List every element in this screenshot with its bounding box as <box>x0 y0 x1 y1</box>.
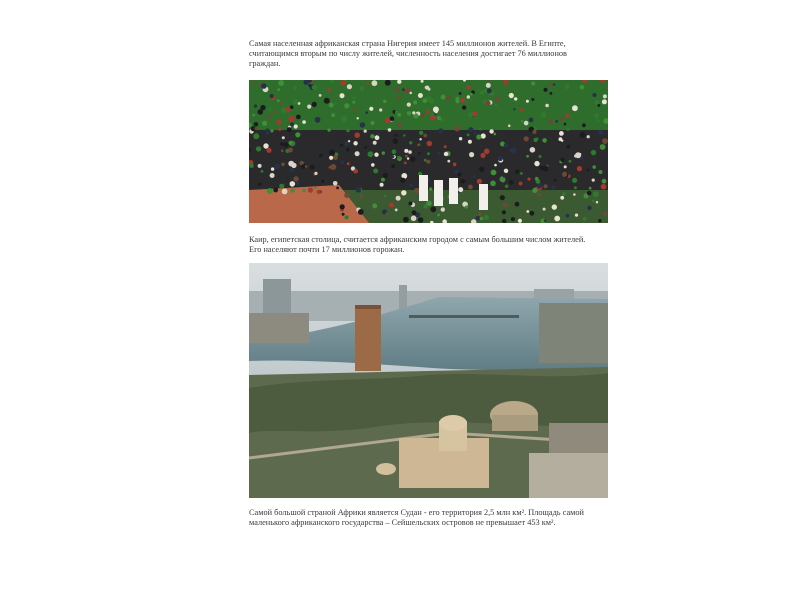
cairo-aerial-image <box>249 263 608 498</box>
cairo-photo <box>249 263 608 498</box>
paragraph-nigeria-population: Самая населенная африканская страна Нигерия имеет 145 миллионов жителей. В Египте, считающимся вторым по числу жителей, численность населения достигает 76 миллионов граждан. <box>249 39 567 68</box>
paragraph-sudan-seychelles: Самой большой страной Африки является Судан - его территория 2,5 млн км². Площадь самой маленького африканского государства – Сейшельских островов не превышает 453 км². <box>249 508 584 527</box>
crowd-photo <box>249 80 608 223</box>
paragraph-cairo: Каир, египетская столица, считается африканским городом с самым большим числом жителей. Его населяют почти 17 миллионов горожан. <box>249 235 586 254</box>
crowd-image <box>249 80 608 223</box>
